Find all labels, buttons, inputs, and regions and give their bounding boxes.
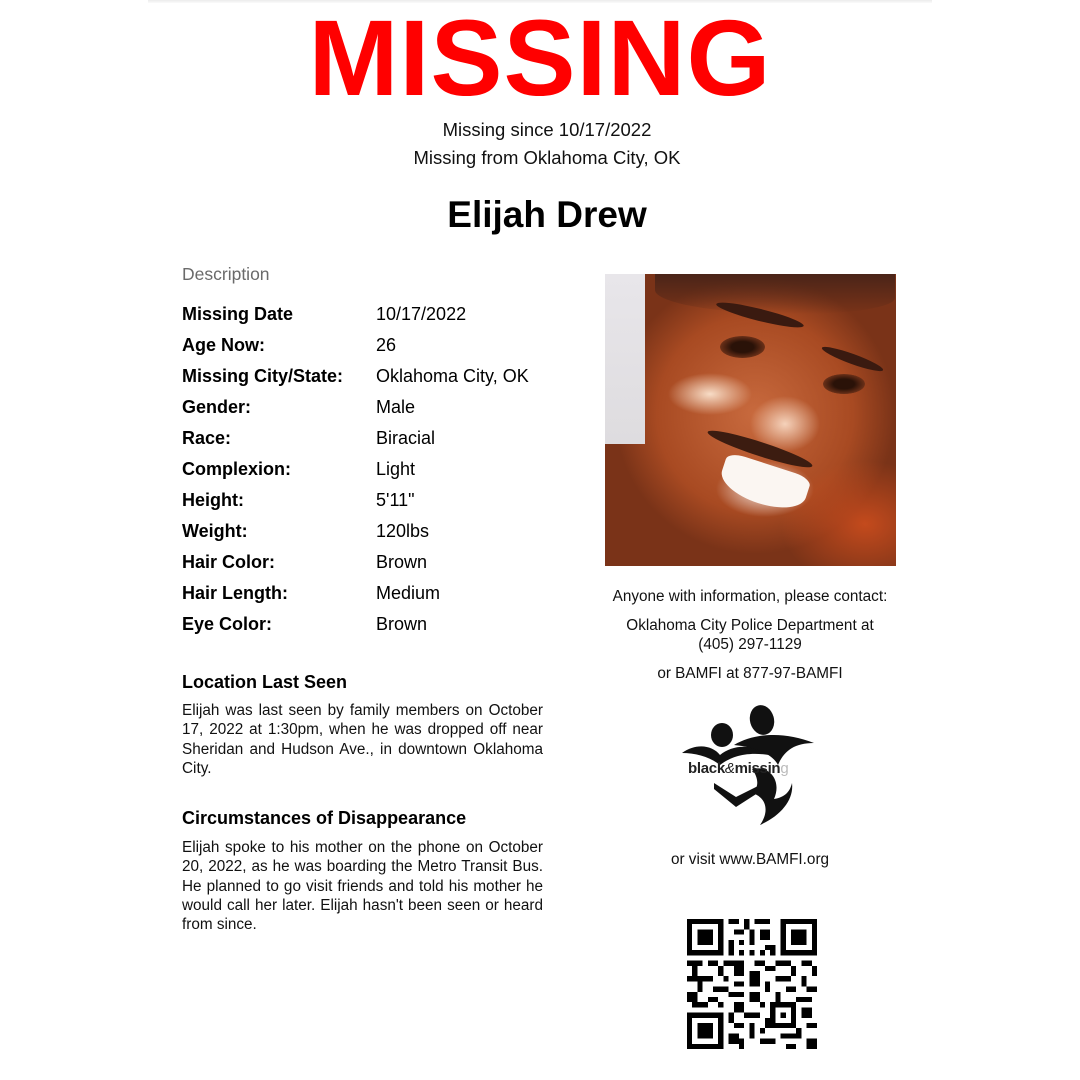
person-photo bbox=[605, 274, 896, 566]
circumstances-heading: Circumstances of Disappearance bbox=[182, 808, 467, 828]
detail-row-race bbox=[182, 422, 562, 453]
detail-label: Complexion: bbox=[182, 458, 292, 479]
missing-from: Missing from Oklahoma City, OK bbox=[413, 147, 681, 168]
missing-title: MISSING bbox=[308, 0, 772, 118]
detail-value: Brown bbox=[376, 613, 428, 634]
detail-row-hair-length bbox=[182, 577, 562, 608]
detail-label: Race: bbox=[182, 427, 232, 448]
detail-row-city-state bbox=[182, 360, 562, 391]
person-name: Elijah Drew bbox=[447, 194, 647, 235]
contact-police-phone: (405) 297-1129 bbox=[698, 636, 802, 653]
description-table bbox=[182, 298, 562, 639]
detail-label: Height: bbox=[182, 489, 244, 510]
detail-value: Medium bbox=[376, 582, 441, 603]
detail-row-height bbox=[182, 484, 562, 515]
detail-value: 5'11" bbox=[376, 489, 415, 510]
detail-label: Hair Length: bbox=[182, 582, 288, 603]
detail-value: Biracial bbox=[376, 427, 436, 448]
detail-label: Weight: bbox=[182, 520, 248, 541]
detail-value: 26 bbox=[376, 334, 397, 355]
detail-row-complexion bbox=[182, 453, 562, 484]
detail-value: Oklahoma City, OK bbox=[376, 365, 529, 386]
detail-value: 10/17/2022 bbox=[376, 303, 467, 324]
detail-label: Missing Date bbox=[182, 303, 294, 324]
detail-value: Light bbox=[376, 458, 416, 479]
detail-label: Gender: bbox=[182, 396, 252, 417]
logo-wordmark: black&missing bbox=[688, 760, 789, 777]
detail-label: Missing City/State: bbox=[182, 365, 344, 386]
location-last-seen-heading: Location Last Seen bbox=[182, 672, 348, 692]
description-label: Description bbox=[182, 264, 270, 284]
contact-bamfi-phone: or BAMFI at 877-97-BAMFI bbox=[657, 665, 843, 682]
detail-value: 120lbs bbox=[376, 520, 430, 541]
detail-label: Eye Color: bbox=[182, 613, 273, 634]
detail-row-weight bbox=[182, 515, 562, 546]
contact-intro: Anyone with information, please contact: bbox=[612, 588, 888, 605]
location-last-seen-text: Elijah was last seen by family members on October 17, 2022 at 1:30pm, when he was dropped off near Sheridan and Hudson Ave., in downtown Oklahoma City. bbox=[182, 702, 543, 777]
detail-value: Brown bbox=[376, 551, 428, 572]
detail-row-hair-color bbox=[182, 546, 562, 577]
qr-code-icon[interactable] bbox=[687, 918, 817, 1050]
detail-label: Age Now: bbox=[182, 334, 265, 355]
detail-value: Male bbox=[376, 396, 416, 417]
circumstances-text: Elijah spoke to his mother on the phone on October 20, 2022, as he was boarding the Metro Transit Bus. He planned to go visit friends and told his mother he would call her later. Elijah hasn't been seen or heard from since. bbox=[182, 839, 543, 934]
detail-label: Hair Color: bbox=[182, 551, 276, 572]
contact-website: or visit www.BAMFI.org bbox=[670, 851, 830, 868]
missing-since: Missing since 10/17/2022 bbox=[442, 119, 652, 140]
detail-row-missing-date bbox=[182, 298, 562, 329]
detail-row-gender bbox=[182, 391, 562, 422]
detail-row-age bbox=[182, 329, 562, 360]
detail-row-eye-color bbox=[182, 608, 562, 639]
contact-police: Oklahoma City Police Department at bbox=[626, 617, 874, 634]
